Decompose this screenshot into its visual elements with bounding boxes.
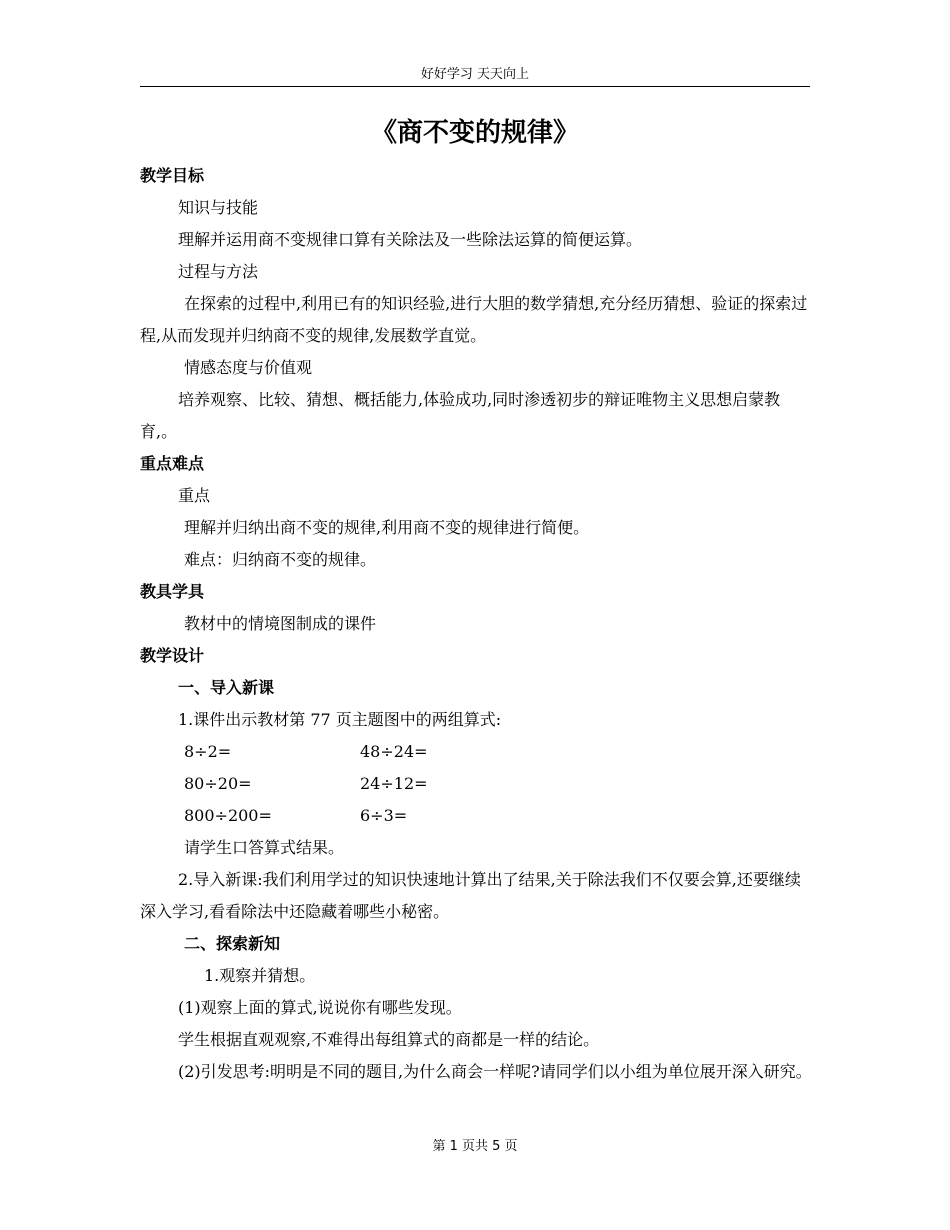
equation-left: 80÷20= bbox=[184, 774, 252, 793]
page-footer: 第 1 页共 5 页 bbox=[432, 1139, 518, 1154]
knowledge-text: 理解并运用商不变规律口算有关除法及一些除法运算的简便运算。 bbox=[178, 230, 643, 249]
section-heading-design: 教学设计 bbox=[140, 646, 205, 665]
equation-right: 48÷24= bbox=[360, 742, 428, 761]
document-title: 《商不变的规律》 bbox=[370, 118, 579, 148]
process-text: 在探索的过程中,利用已有的知识经验,进行大胆的数学猜想,充分经历猜想、验证的探索过程,从而发现并归纳商不变的规律,发展数学直觉。 bbox=[140, 294, 808, 345]
equation-left: 800÷200= bbox=[184, 806, 272, 825]
part2-heading: 二、探索新知 bbox=[184, 934, 281, 953]
part1-item1: 1.课件出示教材第 77 页主题图中的两组算式: bbox=[178, 710, 502, 729]
page-header: 好好学习 天天向上 bbox=[420, 67, 530, 82]
equation-row bbox=[140, 736, 812, 768]
key-label: 重点 bbox=[178, 486, 211, 505]
part2-question2: (2)引发思考:明明是不同的题目,为什么商会一样呢?请同学们以小组为单位展开深入研究。 bbox=[178, 1062, 812, 1081]
equation-right: 6÷3= bbox=[360, 806, 408, 825]
part1-item2: 2.导入新课:我们利用学过的知识快速地计算出了结果,关于除法我们不仅要会算,还要继续深入学习,看看除法中还隐藏着哪些小秘密。 bbox=[140, 870, 801, 921]
emotion-text: 培养观察、比较、猜想、概括能力,体验成功,同时渗透初步的辩证唯物主义思想启蒙教育,。 bbox=[140, 390, 781, 441]
part1-heading: 一、导入新课 bbox=[178, 678, 275, 697]
tools-text: 教材中的情境图制成的课件 bbox=[184, 614, 377, 633]
emotion-label: 情感态度与价值观 bbox=[184, 358, 313, 377]
part2-answer1: 学生根据直观观察,不难得出每组算式的商都是一样的结论。 bbox=[178, 1030, 600, 1049]
difficulty-text: 难点：归纳商不变的规律。 bbox=[184, 550, 377, 569]
part2-item1: 1.观察并猜想。 bbox=[204, 966, 316, 985]
equation-right: 24÷12= bbox=[360, 774, 428, 793]
equation-row bbox=[140, 768, 812, 800]
section-heading-tools: 教具学具 bbox=[140, 582, 205, 601]
section-heading-goals: 教学目标 bbox=[140, 166, 205, 185]
key-text: 理解并归纳出商不变的规律,利用商不变的规律进行简便。 bbox=[184, 518, 590, 537]
equation-left: 8÷2= bbox=[184, 742, 232, 761]
process-label: 过程与方法 bbox=[178, 262, 259, 281]
header-rule bbox=[140, 86, 810, 87]
document-body bbox=[140, 160, 812, 1088]
section-heading-keypoints: 重点难点 bbox=[140, 454, 205, 473]
knowledge-label: 知识与技能 bbox=[178, 198, 259, 217]
part2-question1: (1)观察上面的算式,说说你有哪些发现。 bbox=[178, 998, 462, 1017]
equation-row bbox=[140, 800, 812, 832]
part1-ask: 请学生口答算式结果。 bbox=[184, 838, 345, 857]
